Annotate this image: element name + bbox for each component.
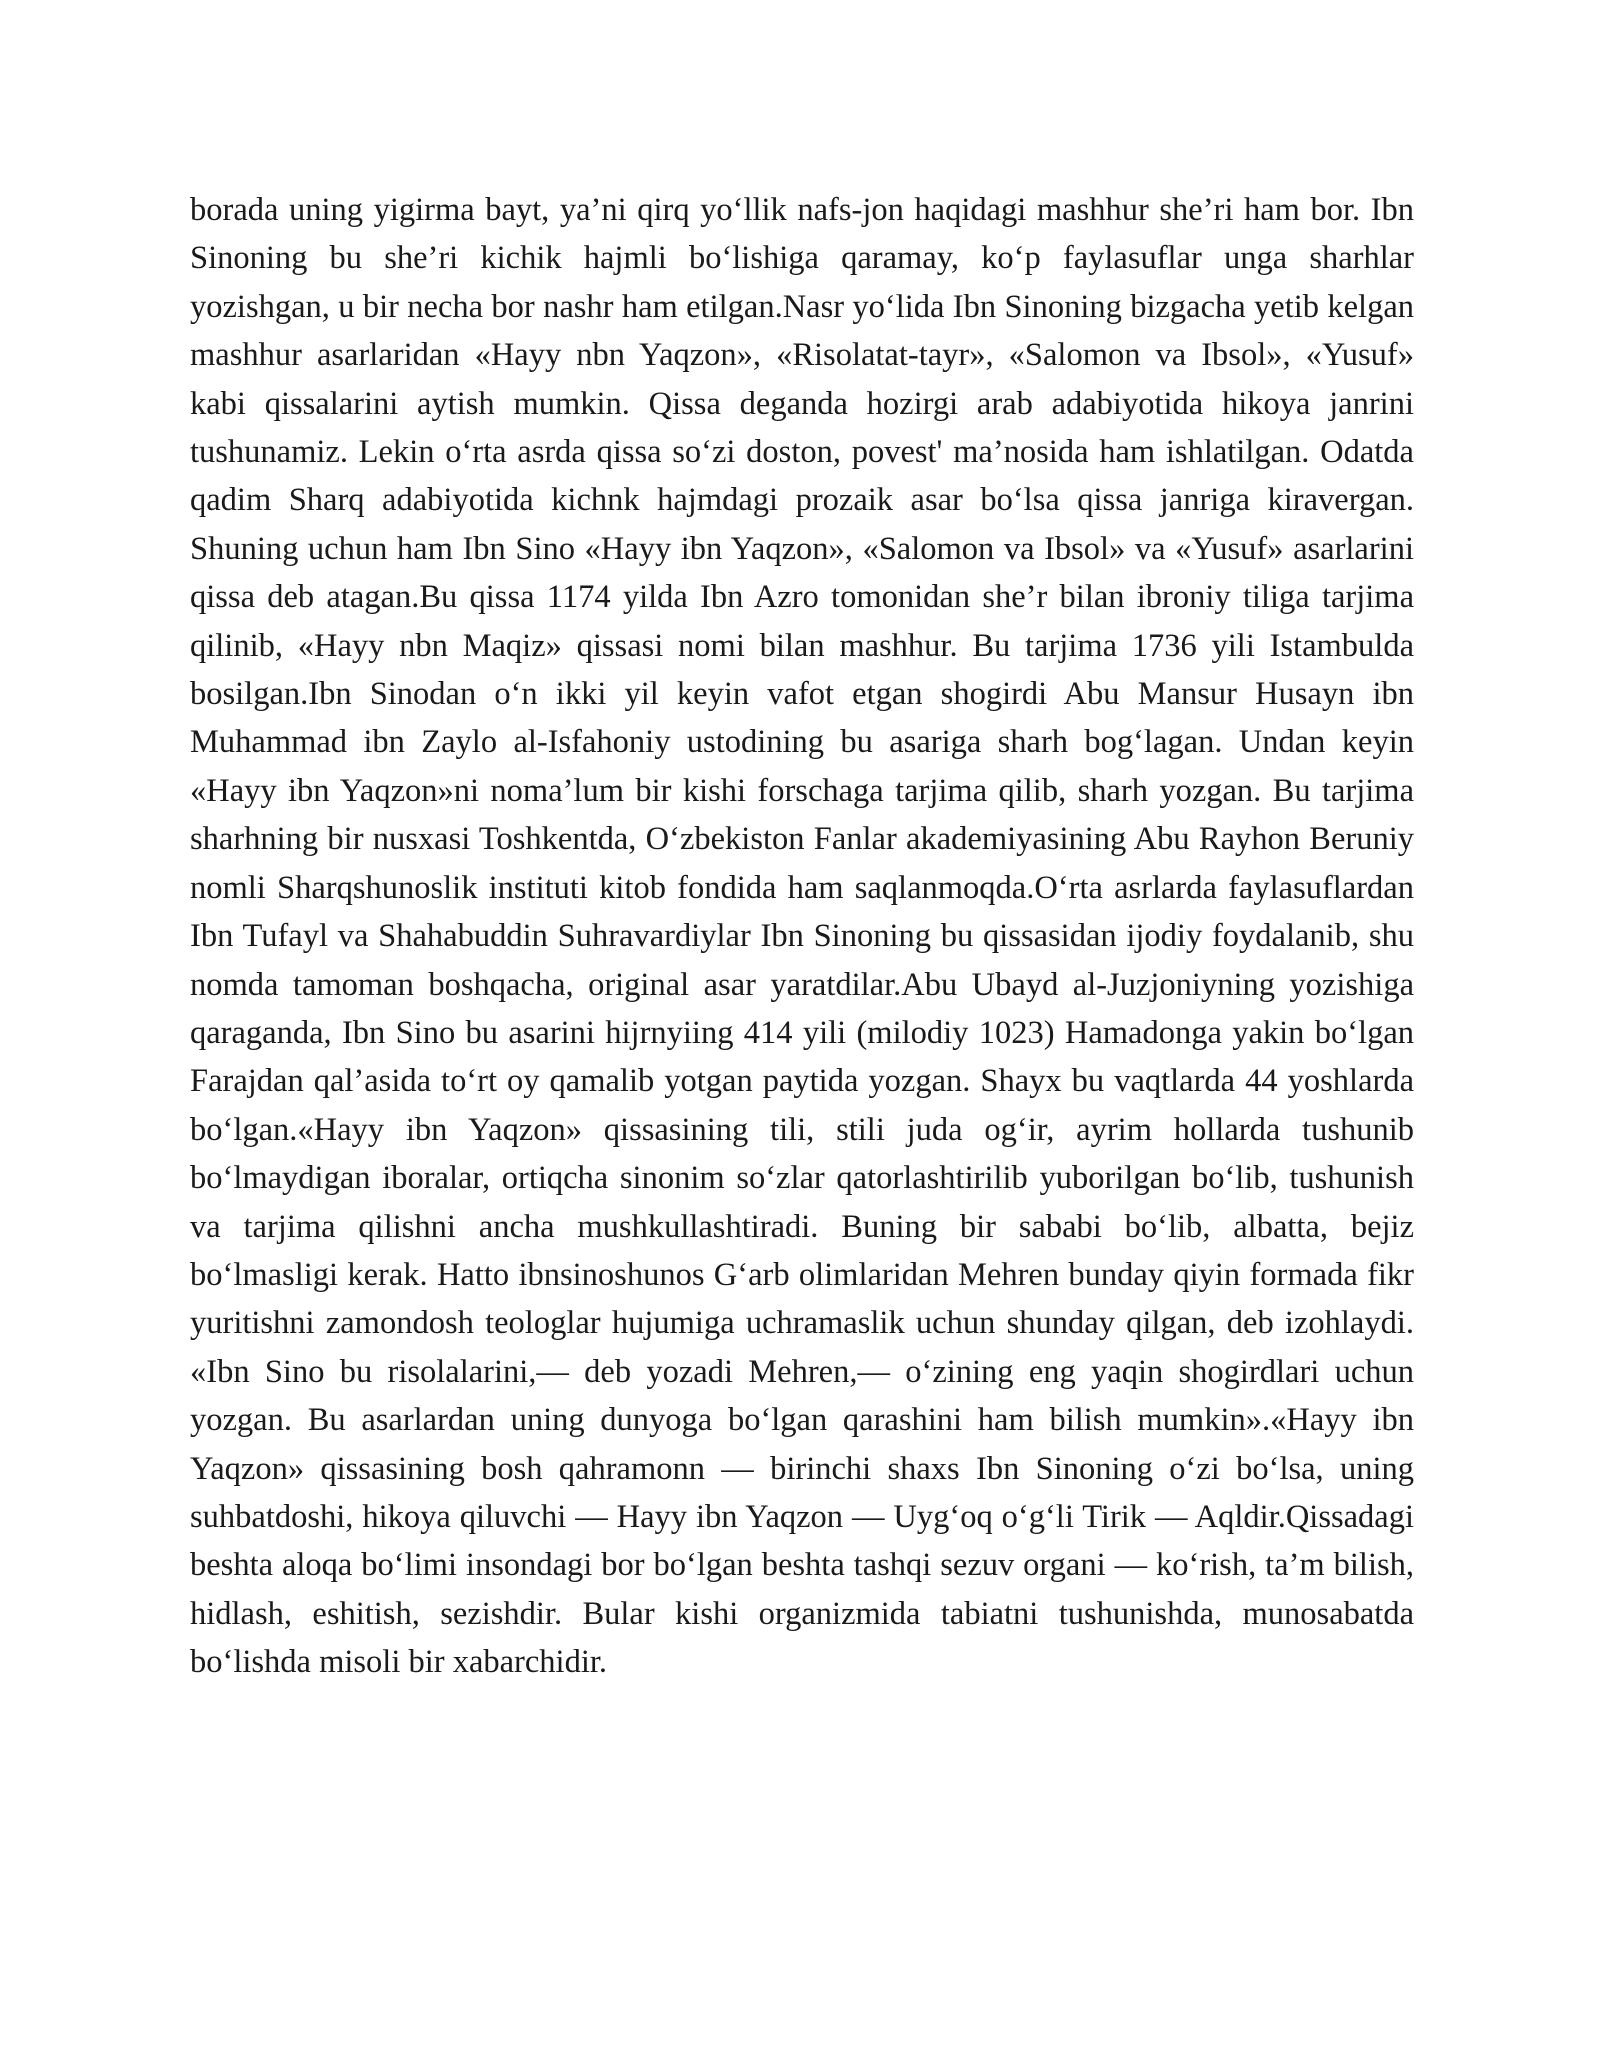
body-paragraph: borada uning yigirma bayt, ya’ni qirq yo‘llik nafs-jon haqidagi mashhur she’ri ham bor. Ibn Sinoning bu she’ri kichik hajmli bo‘lishiga qaramay, ko‘p faylasuflar unga sharhlar yozishgan, u bir necha bor nashr ham etilgan.Nasr yo‘lida Ibn Sinoning bizgacha yetib kelgan mashhur asarlaridan «Hayy nbn Yaqzon», «Risolatat-tayr», «Salomon va Ibsol», «Yusuf» kabi qissalarini aytish mumkin. Qissa deganda hozirgi arab adabiyotida hikoya janrini tushunamiz. Lekin o‘rta asrda qissa so‘zi doston, povest' ma’nosida ham ishlatilgan. Odatda qadim Sharq adabiyotida kichnk hajmdagi prozaik asar bo‘lsa qissa janriga kiravergan. Shuning uchun ham Ibn Sino «Hayy ibn Yaqzon», «Salomon va Ibsol» va «Yusuf» asarlarini qissa deb atagan.Bu qissa 1174 yilda Ibn Azro tomonidan she’r bilan ibroniy tiliga tarjima qilinib, «Hayy nbn Maqiz» qissasi nomi bilan mashhur. Bu tarjima 1736 yili Istambulda bosilgan.Ibn Sinodan o‘n ikki yil keyin vafot etgan shogirdi Abu Mansur Husayn ibn Muhammad ibn Zaylo al-Isfahoniy ustodining bu asariga sharh bog‘lagan. Undan keyin «Hayy ibn Yaqzon»ni noma’lum bir kishi forschaga tarjima qilib, sharh yozgan. Bu tarjima sharhning bir nusxasi Toshkentda, O‘zbekiston Fanlar akademiyasining Abu Rayhon Beruniy nomli Sharqshunoslik instituti kitob fondida ham saqlanmoqda.O‘rta asrlarda faylasuflardan Ibn Tufayl va Shahabuddin Suhravardiylar Ibn Sinoning bu qissasidan ijodiy foydalanib, shu nomda tamoman boshqacha, original asar yaratdilar.Abu Ubayd al-Juzjoniyning yozishiga qaraganda, Ibn Sino bu asarini hijrnyiing 414 yili (milodiy 1023) Hamadonga yakin bo‘lgan Farajdan qal’asida to‘rt oy qamalib yotgan paytida yozgan. Shayx bu vaqtlarda 44 yoshlarda bo‘lgan.«Hayy ibn Yaqzon» qissasining tili, stili juda og‘ir, ayrim hollarda tushunib bo‘lmaydigan iboralar, ortiqcha sinonim so‘zlar qatorlashtirilib yuborilgan bo‘lib, tushunish va tarjima qilishni ancha mushkullashtiradi. Buning bir sababi bo‘lib, albatta, bejiz bo‘lmasligi kerak. Hatto ibnsinoshunos G‘arb olimlaridan Mehren bunday qiyin formada fikr yuritishni zamondosh teologlar hujumiga uchramaslik uchun shunday qilgan, deb izohlaydi. «Ibn Sino bu risolalarini,— deb yozadi Mehren,— o‘zining eng yaqin shogirdlari uchun yozgan. Bu asarlardan uning dunyoga bo‘lgan qarashini ham bilish mumkin».«Hayy ibn Yaqzon» qissasining bosh qahramonn — birinchi shaxs Ibn Sinoning o‘zi bo‘lsa, uning suhbatdoshi, hikoya qiluvchi — Hayy ibn Yaqzon — Uyg‘oq o‘g‘li Tirik — Aqldir.Qissadagi beshta aloqa bo‘limi insondagi bor bo‘lgan beshta tashqi sezuv organi — ko‘rish, ta’m bilish, hidlash, eshitish, sezishdir. Bular kishi organizmida tabiatni tushunishda, munosabatda bo‘lishda misoli bir xabarchidir. bbox=[190, 192, 1414, 1681]
